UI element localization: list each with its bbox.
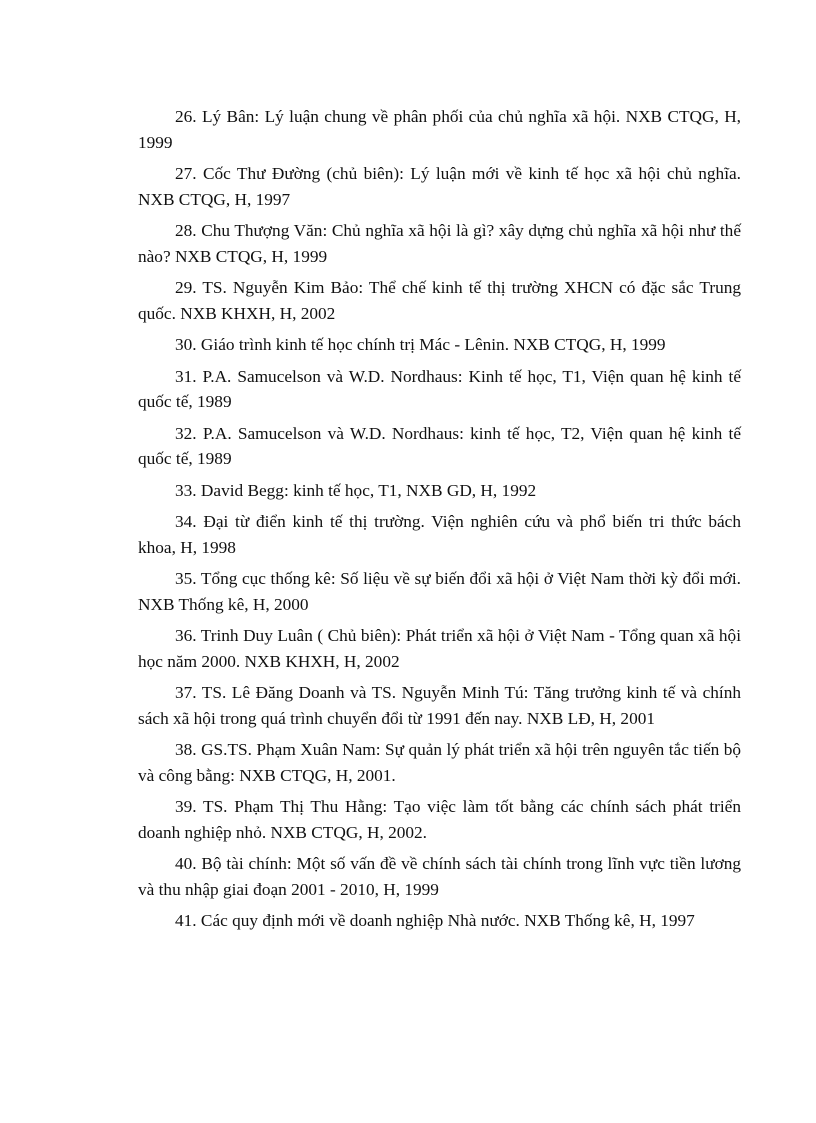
reference-item-27: 27. Cốc Thư Đường (chủ biên): Lý luận mới về kinh tế học xã hội chủ nghĩa. NXB CTQG, H, 1997 bbox=[138, 164, 741, 209]
reference-item-36: 36. Trinh Duy Luân ( Chủ biên): Phát triển xã hội ở Việt Nam - Tổng quan xã hội học năm 2000. NXB KHXH, H, 2002 bbox=[138, 626, 741, 671]
reference-item-33: 33. David Begg: kinh tế học, T1, NXB GD, H, 1992 bbox=[175, 480, 537, 500]
reference-item-37: 37. TS. Lê Đăng Doanh và TS. Nguyễn Minh Tú: Tăng trưởng kinh tế và chính sách xã hội trong quá trình chuyển đổi từ 1991 đến nay. NXB LĐ, H, 2001 bbox=[138, 683, 741, 728]
reference-item-26: 26. Lý Bân: Lý luận chung về phân phối của chủ nghĩa xã hội. NXB CTQG, H, 1999 bbox=[138, 107, 741, 152]
reference-item-38: 38. GS.TS. Phạm Xuân Nam: Sự quản lý phát triển xã hội trên nguyên tắc tiến bộ và công bằng: NXB CTQG, H, 2001. bbox=[138, 740, 741, 785]
reference-list bbox=[138, 104, 741, 940]
reference-item-31: 31. P.A. Samucelson và W.D. Nordhaus: Kinh tế học, T1, Viện quan hệ kinh tế quốc tế, 1989 bbox=[138, 366, 741, 411]
reference-item-29: 29. TS. Nguyễn Kim Bảo: Thể chế kinh tế thị trường XHCN có đặc sắc Trung quốc. NXB KHXH, H, 2002 bbox=[138, 278, 741, 323]
reference-item-34: 34. Đại từ điển kinh tế thị trường. Viện nghiên cứu và phổ biến tri thức bách khoa, H, 1998 bbox=[138, 512, 741, 557]
reference-item-35: 35. Tổng cục thống kê: Số liệu về sự biến đổi xã hội ở Việt Nam thời kỳ đổi mới. NXB Thống kê, H, 2000 bbox=[138, 569, 741, 614]
reference-item-39: 39. TS. Phạm Thị Thu Hằng: Tạo việc làm tốt bằng các chính sách phát triển doanh nghiệp nhỏ. NXB CTQG, H, 2002. bbox=[138, 797, 741, 842]
reference-item-40: 40. Bộ tài chính: Một số vấn đề về chính sách tài chính trong lĩnh vực tiền lương và thu nhập giai đoạn 2001 - 2010, H, 1999 bbox=[138, 854, 741, 899]
reference-item-32: 32. P.A. Samucelson và W.D. Nordhaus: kinh tế học, T2, Viện quan hệ kinh tế quốc tế, 1989 bbox=[138, 423, 741, 468]
reference-item-30: 30. Giáo trình kinh tế học chính trị Mác - Lênin. NXB CTQG, H, 1999 bbox=[175, 335, 666, 354]
reference-item-28: 28. Chu Thượng Văn: Chủ nghĩa xã hội là gì? xây dựng chủ nghĩa xã hội như thế nào? NXB CTQG, H, 1999 bbox=[138, 221, 741, 266]
reference-item-41: 41. Các quy định mới về doanh nghiệp Nhà nước. NXB Thống kê, H, 1997 bbox=[175, 911, 695, 930]
